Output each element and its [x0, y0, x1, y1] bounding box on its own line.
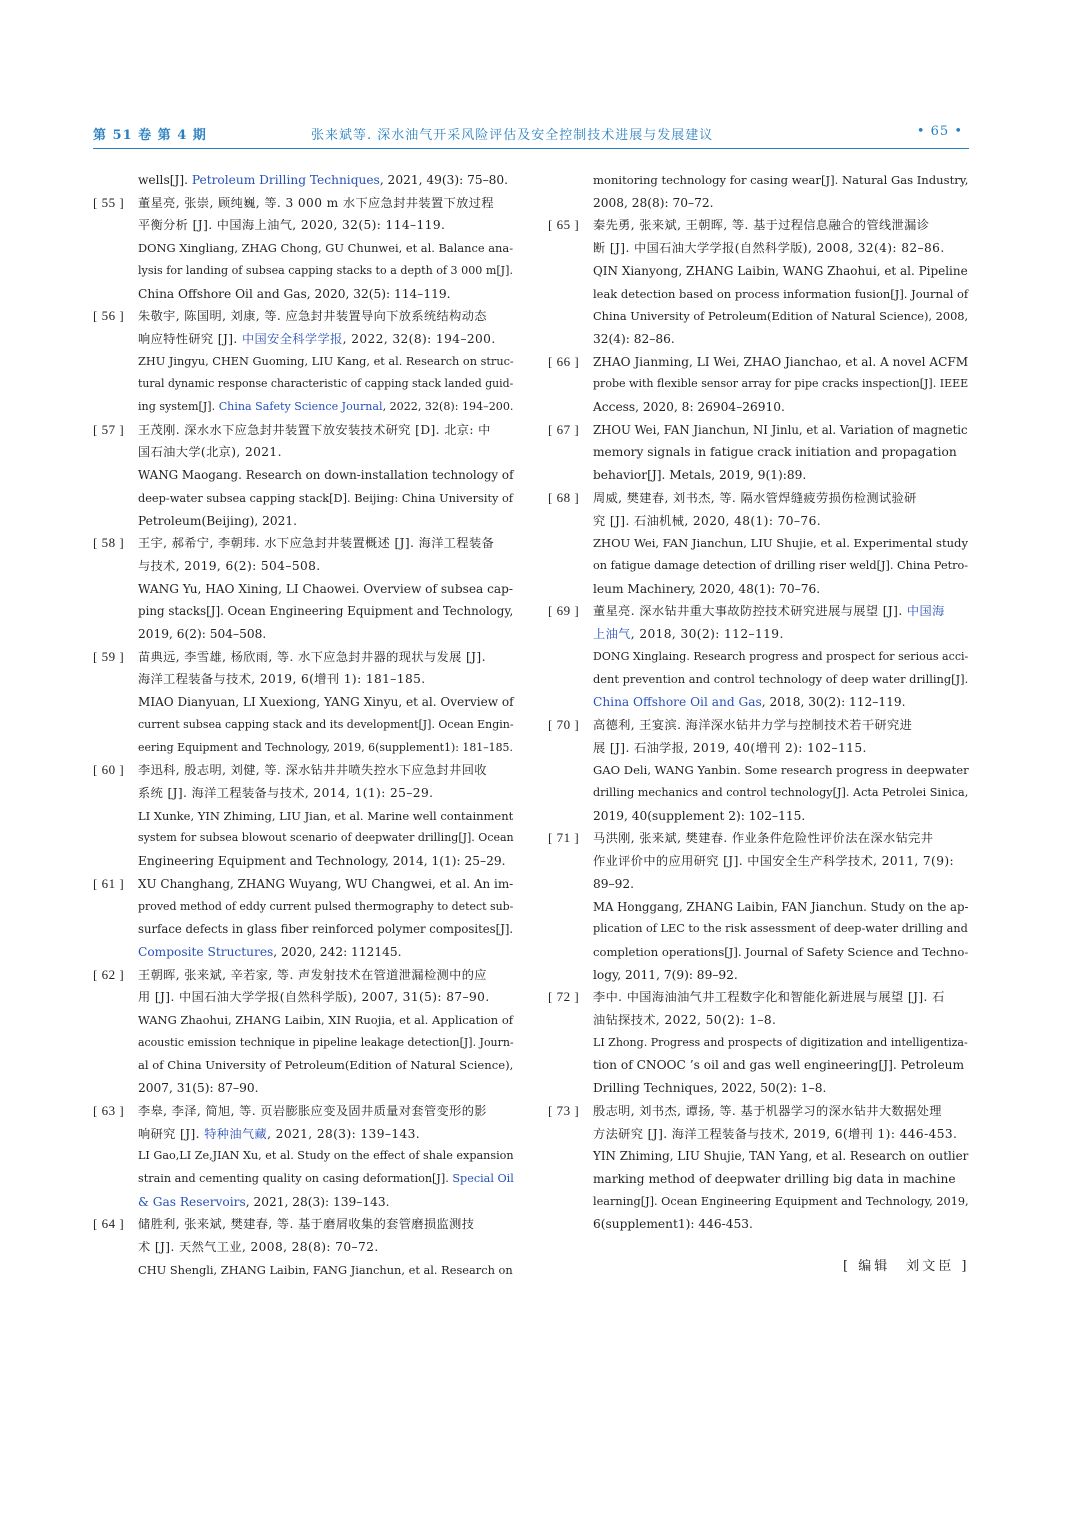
reference-text: 苗典远, 李雪雄, 杨欣雨, 等. 水下应急封井器的现状与发展 [J].	[138, 649, 486, 664]
reference-text: 展 [J]. 石油学报, 2019, 40(增刊 2): 102–115.	[593, 740, 867, 755]
journal-link[interactable]: Petroleum Drilling Techniques	[191, 173, 380, 187]
reference-text: logy, 2011, 7(9): 89–92.	[593, 967, 738, 982]
reference-line	[138, 1009, 513, 1032]
reference-text: strain and cementing quality on casing deformation[J].	[138, 1171, 453, 1185]
reference-number: [ 68 ]	[548, 489, 580, 505]
reference-text: ZHOU Wei, FAN Jianchun, NI Jinlu, et al. Variation of magnetic	[593, 422, 968, 437]
reference-line	[138, 283, 513, 306]
reference-text: , 2021, 28(3): 139–143.	[245, 1194, 390, 1209]
reference-text: 油钻探技术, 2022, 50(2): 1–8.	[593, 1013, 777, 1028]
reference-text: 王朝晖, 张来斌, 辛若家, 等. 声发射技术在管道泄漏检测中的应	[138, 967, 487, 982]
reference-line	[593, 918, 968, 941]
reference-text: surface defects in glass fiber reinforced polymer composites[J].	[138, 922, 514, 937]
reference-line	[138, 918, 513, 941]
reference-text: China Offshore Oil and Gas, 2020, 32(5): 114–119.	[138, 286, 451, 301]
reference-number: [ 58 ]	[93, 535, 125, 551]
reference-entry	[93, 964, 513, 1100]
reference-line	[593, 169, 968, 192]
reference-text: probe with flexible sensor array for pipe cracks inspection[J]. IEEE	[593, 377, 969, 391]
reference-text: tion of CNOOC ’s oil and gas well engineering[J]. Petroleum	[593, 1058, 965, 1073]
reference-line	[593, 1145, 968, 1168]
reference-entry	[93, 759, 513, 873]
reference-line	[593, 351, 968, 374]
reference-line	[138, 1236, 513, 1259]
reference-text: 方法研究 [J]. 海洋工程装备与技术, 2019, 6(增刊 1): 446-453.	[593, 1126, 958, 1141]
reference-line	[138, 941, 513, 964]
reference-line	[138, 737, 513, 760]
reference-line	[593, 441, 968, 464]
reference-entry	[93, 532, 513, 646]
reference-text: , 2021, 28(3): 139–143.	[267, 1126, 421, 1141]
reference-text: dent prevention and control technology of deep water drilling[J].	[593, 672, 969, 687]
reference-line	[593, 578, 968, 601]
reference-number: [ 64 ]	[93, 1216, 125, 1232]
reference-entry	[93, 419, 513, 533]
reference-line	[593, 850, 968, 873]
reference-entry	[548, 169, 968, 214]
reference-text: WANG Yu, HAO Xining, LI Chaowei. Overview of subsea cap-	[138, 581, 513, 596]
reference-line	[593, 873, 968, 896]
reference-text: ZHOU Wei, FAN Jianchun, LIU Shujie, et al. Experimental study	[593, 536, 968, 551]
running-title: 张来斌等. 深水油气开采风险评估及安全控制技术进展与发展建议	[311, 128, 714, 143]
reference-line	[138, 986, 513, 1009]
reference-line	[138, 1032, 513, 1055]
reference-column-right	[548, 169, 968, 1236]
reference-text: 32(4): 82–86.	[593, 331, 675, 346]
journal-link[interactable]: China Safety Science Journal	[218, 400, 383, 414]
reference-text: , 2021, 49(3): 75–80.	[379, 173, 509, 187]
reference-text: 响研究 [J].	[138, 1126, 205, 1141]
reference-number: [ 57 ]	[93, 421, 125, 437]
reference-text: 董星亮, 张崇, 顾纯巍, 等. 3 000 m 水下应急封井装置下放过程	[138, 195, 494, 210]
reference-line	[138, 260, 513, 283]
reference-line	[593, 487, 968, 510]
reference-line	[593, 260, 968, 283]
reference-text: ing system[J].	[138, 400, 219, 414]
reference-line	[138, 1123, 513, 1146]
reference-line	[138, 1145, 513, 1168]
reference-number: [ 59 ]	[93, 648, 125, 664]
reference-entry	[93, 169, 513, 192]
reference-entry	[548, 714, 968, 828]
reference-number: [ 60 ]	[93, 762, 125, 778]
reference-text: monitoring technology for casing wear[J]. Natural Gas Industry,	[593, 173, 969, 187]
reference-text: DONG Xinglaing. Research progress and prospect for serious acci-	[593, 649, 969, 663]
reference-text: 董星亮. 深水钻井重大事故防控技术研究进展与展望 [J].	[593, 604, 907, 619]
reference-text: MIAO Dianyuan, LI Xuexiong, YANG Xinyu, et al. Overview of	[138, 695, 514, 710]
reference-text: 高德利, 王宴滨. 海洋深水钻井力学与控制技术若干研究进	[593, 717, 913, 732]
reference-text: drilling mechanics and control technology[J]. Acta Petrolei Sinica,	[593, 785, 969, 799]
reference-text: 国石油大学(北京), 2021.	[138, 445, 282, 460]
reference-line	[593, 419, 968, 442]
reference-text: on fatigue damage detection of drilling riser weld[J]. China Petro-	[593, 558, 969, 572]
reference-text: 李中. 中国海油油气井工程数字化和智能化新进展与展望 [J]. 石	[593, 990, 945, 1005]
reference-text: ZHAO Jianming, LI Wei, ZHAO Jianchao, et al. A novel ACFM	[593, 354, 969, 369]
reference-line	[138, 873, 513, 896]
reference-line	[138, 169, 513, 192]
reference-text: 李皋, 李泽, 简旭, 等. 页岩膨胀应变及固井质量对套管变形的影	[138, 1103, 487, 1118]
reference-text: WANG Zhaohui, ZHANG Laibin, XIN Ruojia, et al. Application of	[138, 1013, 514, 1028]
reference-line	[593, 1168, 968, 1191]
reference-line	[138, 555, 513, 578]
reference-line	[138, 214, 513, 237]
reference-number: [ 70 ]	[548, 716, 580, 732]
running-header	[93, 122, 969, 149]
reference-line	[138, 1213, 513, 1236]
reference-line	[138, 668, 513, 691]
reference-line	[593, 283, 968, 306]
reference-line	[593, 714, 968, 737]
reference-line	[593, 941, 968, 964]
reference-line	[138, 578, 513, 601]
reference-entry	[548, 487, 968, 601]
reference-line	[593, 782, 968, 805]
reference-text: 2019, 40(supplement 2): 102–115.	[593, 808, 806, 823]
reference-number: [ 73 ]	[548, 1102, 580, 1118]
reference-line	[593, 464, 968, 487]
reference-text: LI Zhong. Progress and prospects of digitization and intelligentiza-	[593, 1035, 968, 1049]
reference-line	[593, 1077, 968, 1100]
reference-text: deep-water subsea capping stack[D]. Beijing: China University of	[138, 490, 513, 505]
reference-line	[593, 373, 968, 396]
reference-text: , 2018, 30(2): 112–119.	[761, 695, 906, 710]
reference-text: 2007, 31(5): 87–90.	[138, 1081, 259, 1096]
reference-line	[593, 600, 968, 623]
journal-link[interactable]: Composite Structures	[138, 944, 274, 959]
reference-line	[138, 691, 513, 714]
reference-line	[138, 1100, 513, 1123]
reference-line	[138, 373, 513, 396]
reference-entry	[93, 305, 513, 419]
reference-text: 用 [J]. 中国石油大学学报(自然科学版), 2007, 31(5): 87–90.	[138, 990, 490, 1005]
reference-number: [ 71 ]	[548, 830, 580, 846]
reference-text: 89–92.	[593, 876, 634, 891]
reference-text: 作业评价中的应用研究 [J]. 中国安全生产科学技术, 2011, 7(9):	[593, 854, 955, 869]
reference-text: system for subsea blowout scenario of deepwater drilling[J]. Ocean	[138, 831, 514, 845]
volume-issue: 第 51 卷 第 4 期	[93, 128, 207, 143]
reference-line	[138, 419, 513, 442]
reference-line	[593, 646, 968, 669]
reference-entry	[548, 986, 968, 1100]
reference-text: XU Changhang, ZHANG Wuyang, WU Changwei, et al. An im-	[138, 876, 514, 891]
reference-line	[593, 1100, 968, 1123]
reference-entry	[93, 646, 513, 760]
reference-number: [ 72 ]	[548, 989, 580, 1005]
reference-line	[593, 305, 968, 328]
reference-line	[138, 827, 513, 850]
journal-link[interactable]: China Offshore Oil and Gas	[593, 695, 762, 710]
reference-line	[138, 192, 513, 215]
reference-line	[138, 600, 513, 623]
reference-text: 2008, 28(8): 70–72.	[593, 195, 714, 210]
reference-text: 海洋工程装备与技术, 2019, 6(增刊 1): 181–185.	[138, 672, 426, 687]
reference-line	[138, 532, 513, 555]
reference-entry	[93, 1100, 513, 1214]
reference-line	[593, 964, 968, 987]
reference-text: eering Equipment and Technology, 2019, 6(supplement1): 181–185.	[138, 740, 513, 754]
reference-text: , 2020, 242: 112145.	[273, 944, 402, 959]
reference-line	[593, 691, 968, 714]
reference-line	[593, 1054, 968, 1077]
reference-line	[138, 237, 513, 260]
reference-line	[593, 192, 968, 215]
journal-link[interactable]: 特种油气藏	[204, 1126, 268, 1141]
reference-text: lysis for landing of subsea capping stacks to a depth of 3 000 m[J].	[138, 263, 513, 277]
reference-text: leum Machinery, 2020, 48(1): 70–76.	[593, 581, 821, 596]
editor-credit: [ 编辑 刘文臣 ]	[843, 1259, 970, 1274]
reference-text: current subsea capping stack and its development[J]. Ocean Engin-	[138, 717, 514, 731]
reference-text: CHU Shengli, ZHANG Laibin, FANG Jianchun, et al. Research on	[138, 1262, 513, 1277]
reference-number: [ 56 ]	[93, 308, 125, 324]
reference-line	[138, 896, 513, 919]
reference-entry	[548, 351, 968, 419]
reference-line	[593, 237, 968, 260]
reference-text: 术 [J]. 天然气工业, 2008, 28(8): 70–72.	[138, 1240, 379, 1255]
reference-entry	[548, 1100, 968, 1236]
reference-line	[138, 782, 513, 805]
reference-text: 李迅科, 殷志明, 刘健, 等. 深水钻井井喷失控水下应急封井回收	[138, 763, 487, 778]
reference-text: YIN Zhiming, LIU Shujie, TAN Yang, et al. Research on outlier	[593, 1149, 969, 1164]
reference-text: al of China University of Petroleum(Edition of Natural Science),	[138, 1058, 514, 1073]
reference-line	[138, 487, 513, 510]
reference-line	[593, 328, 968, 351]
reference-text: acoustic emission technique in pipeline leakage detection[J]. Journ-	[138, 1035, 514, 1049]
reference-text: Petroleum(Beijing), 2021.	[138, 513, 297, 528]
reference-text: MA Honggang, ZHANG Laibin, FAN Jianchun. Study on the ap-	[593, 899, 969, 914]
reference-line	[138, 1077, 513, 1100]
reference-text: 系统 [J]. 海洋工程装备与技术, 2014, 1(1): 25–29.	[138, 785, 434, 800]
reference-line	[593, 214, 968, 237]
reference-line	[138, 305, 513, 328]
reference-text: , 2022, 32(8): 194–200.	[382, 400, 514, 414]
reference-line	[593, 555, 968, 578]
reference-text: 王宇, 郝希宁, 李朝玮. 水下应急封井装置概述 [J]. 海洋工程装备	[138, 536, 495, 551]
reference-line	[593, 396, 968, 419]
reference-line	[138, 805, 513, 828]
journal-link[interactable]: 上油气	[593, 627, 631, 642]
reference-text: 断 [J]. 中国石油大学学报(自然科学版), 2008, 32(4): 82–86.	[593, 241, 945, 256]
reference-entry	[548, 600, 968, 714]
reference-number: [ 55 ]	[93, 194, 125, 210]
reference-line	[593, 532, 968, 555]
reference-text: 殷志明, 刘书杰, 谭扬, 等. 基于机器学习的深水钻井大数据处理	[593, 1103, 942, 1118]
reference-line	[593, 737, 968, 760]
reference-line	[138, 441, 513, 464]
reference-number: [ 62 ]	[93, 966, 125, 982]
reference-line	[138, 396, 513, 419]
reference-text: ZHU Jingyu, CHEN Guoming, LIU Kang, et al. Research on struc-	[138, 354, 514, 368]
reference-line	[138, 1168, 513, 1191]
reference-entry	[548, 827, 968, 986]
reference-number: [ 63 ]	[93, 1102, 125, 1118]
reference-column-left	[93, 169, 513, 1281]
reference-line	[138, 646, 513, 669]
reference-text: memory signals in fatigue crack initiation and propagation	[593, 445, 957, 460]
reference-text: wells[J].	[138, 173, 192, 187]
reference-text: 平衡分析 [J]. 中国海上油气, 2020, 32(5): 114–119.	[138, 218, 446, 233]
reference-text: WANG Maogang. Research on down-installation technology of	[138, 468, 514, 483]
reference-text: 朱敬宇, 陈国明, 刘康, 等. 应急封井装置导向下放系统结构动态	[138, 309, 487, 324]
reference-text: Drilling Techniques, 2022, 50(2): 1–8.	[593, 1081, 827, 1096]
reference-line	[593, 1213, 968, 1236]
reference-number: [ 69 ]	[548, 603, 580, 619]
reference-number: [ 67 ]	[548, 421, 580, 437]
reference-text: 储胜利, 张来斌, 樊建春, 等. 基于磨屑收集的套管磨损监测技	[138, 1217, 475, 1232]
journal-link[interactable]: & Gas Reservoirs	[138, 1194, 246, 1209]
reference-entry	[548, 419, 968, 487]
journal-link[interactable]: 中国安全科学学报	[241, 331, 343, 346]
reference-line	[593, 1032, 968, 1055]
reference-text: LI Xunke, YIN Zhiming, LIU Jian, et al. Marine well containment	[138, 808, 514, 823]
reference-text: 6(supplement1): 446-453.	[593, 1217, 753, 1232]
reference-text: 与技术, 2019, 6(2): 504–508.	[138, 558, 321, 573]
journal-link[interactable]: Special Oil	[452, 1171, 514, 1185]
reference-text: 王茂刚. 深水水下应急封井装置下放安装技术研究 [D]. 北京: 中	[138, 422, 491, 437]
reference-line	[593, 623, 968, 646]
reference-line	[593, 510, 968, 533]
reference-line	[138, 1054, 513, 1077]
reference-line	[138, 351, 513, 374]
reference-line	[593, 896, 968, 919]
reference-line	[138, 1191, 513, 1214]
reference-line	[593, 1123, 968, 1146]
reference-line	[138, 623, 513, 646]
reference-line	[593, 668, 968, 691]
reference-entry	[93, 192, 513, 306]
journal-link[interactable]: 中国海	[906, 604, 945, 619]
reference-text: 秦先勇, 张来斌, 王朝晖, 等. 基于过程信息融合的管线泄漏诊	[593, 218, 930, 233]
reference-text: leak detection based on process information fusion[J]. Journal of	[593, 286, 969, 301]
reference-line	[593, 1191, 968, 1214]
reference-text: completion operations[J]. Journal of Safety Science and Techno-	[593, 944, 969, 959]
reference-text: marking method of deepwater drilling big data in machine	[593, 1171, 956, 1186]
reference-line	[593, 827, 968, 850]
reference-line	[138, 714, 513, 737]
reference-text: 周威, 樊建春, 刘书杰, 等. 隔水管焊缝疲劳损伤检测试验研	[593, 490, 917, 505]
page-number: • 65 •	[916, 124, 963, 139]
reference-entry	[548, 214, 968, 350]
reference-text: QIN Xianyong, ZHANG Laibin, WANG Zhaohui, et al. Pipeline	[593, 263, 968, 278]
reference-text: proved method of eddy current pulsed thermography to detect sub-	[138, 899, 514, 913]
reference-number: [ 66 ]	[548, 353, 580, 369]
reference-text: ping stacks[J]. Ocean Engineering Equipment and Technology,	[138, 604, 514, 619]
reference-line	[593, 1009, 968, 1032]
reference-number: [ 61 ]	[93, 875, 125, 891]
reference-line	[138, 759, 513, 782]
reference-line	[138, 328, 513, 351]
reference-text: 究 [J]. 石油机械, 2020, 48(1): 70–76.	[593, 513, 822, 528]
reference-text: learning[J]. Ocean Engineering Equipment and Technology, 2019,	[593, 1194, 969, 1208]
reference-text: behavior[J]. Metals, 2019, 9(1):89.	[593, 468, 807, 483]
reference-text: , 2022, 32(8): 194–200.	[342, 331, 496, 346]
reference-text: Engineering Equipment and Technology, 2014, 1(1): 25–29.	[138, 854, 506, 869]
reference-number: [ 65 ]	[548, 217, 580, 233]
reference-text: China University of Petroleum(Edition of Natural Science), 2008,	[593, 309, 969, 324]
reference-entry	[93, 873, 513, 964]
reference-line	[138, 1259, 513, 1282]
reference-text: DONG Xingliang, ZHAG Chong, GU Chunwei, et al. Balance ana-	[138, 241, 514, 256]
reference-text: plication of LEC to the risk assessment of deep-water drilling and	[593, 922, 968, 936]
reference-text: 2019, 6(2): 504–508.	[138, 627, 267, 642]
reference-text: LI Gao,LI Ze,JIAN Xu, et al. Study on the effect of shale expansion	[138, 1149, 514, 1163]
reference-text: Access, 2020, 8: 26904–26910.	[593, 400, 785, 415]
reference-text: , 2018, 30(2): 112–119.	[630, 627, 784, 642]
reference-line	[138, 510, 513, 533]
reference-line	[138, 464, 513, 487]
reference-text: tural dynamic response characteristic of capping stack landed guid-	[138, 377, 514, 391]
reference-line	[593, 986, 968, 1009]
reference-entry	[93, 1213, 513, 1281]
reference-line	[138, 964, 513, 987]
reference-line	[138, 850, 513, 873]
reference-line	[593, 759, 968, 782]
reference-text: GAO Deli, WANG Yanbin. Some research progress in deepwater	[593, 763, 969, 778]
reference-text: 响应特性研究 [J].	[138, 331, 242, 346]
reference-text: 马洪刚, 张来斌, 樊建春. 作业条件危险性评价法在深水钻完井	[593, 831, 934, 846]
reference-line	[593, 805, 968, 828]
